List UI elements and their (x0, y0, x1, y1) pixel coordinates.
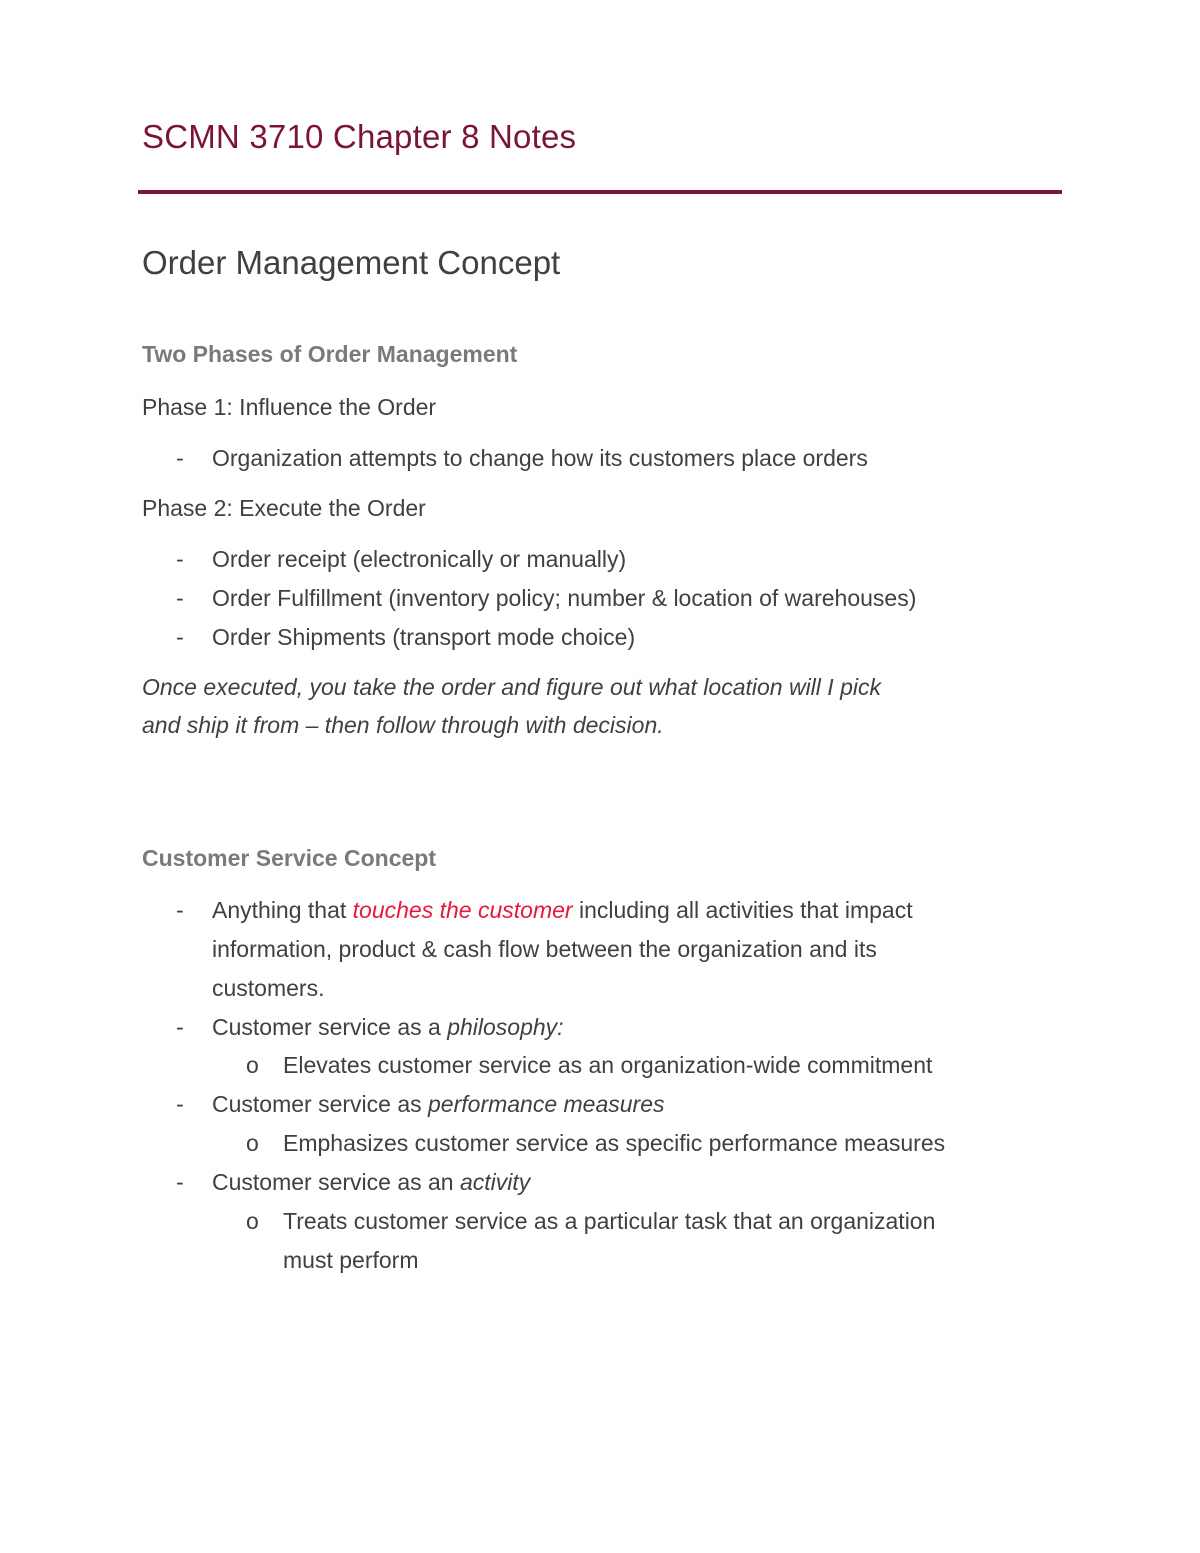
cs-item1-line3: customers. (212, 975, 325, 1001)
cs-item4 (212, 1163, 530, 1202)
phase1-label: Phase 1: Influence the Order (142, 394, 437, 420)
cs-item3-prefix: Customer service as (212, 1091, 429, 1117)
dash-bullet: - (176, 585, 184, 611)
dash-bullet: - (176, 897, 184, 923)
dash-bullet: - (176, 1169, 184, 1195)
dash-bullet: - (176, 445, 184, 471)
cs-item4-sub-line1: Treats customer service as a particular task that an organization (283, 1208, 936, 1234)
phase1-bullet-1: Organization attempts to change how its customers place orders (212, 445, 868, 471)
subheading-two-phases: Two Phases of Order Management (142, 341, 518, 367)
cs-item2-prefix: Customer service as a (212, 1014, 448, 1040)
cs-item1-highlight: touches the customer (352, 897, 573, 923)
cs-item1-line1 (212, 891, 913, 930)
cs-item1-prefix: Anything that (212, 897, 353, 923)
cs-item1-line2: information, product & cash flow between the organization and its (212, 936, 877, 962)
cs-item2 (212, 1008, 564, 1047)
cs-item2-emph: philosophy: (447, 1014, 564, 1040)
subheading-customer-service: Customer Service Concept (142, 845, 436, 871)
phase2-bullet-2: Order Fulfillment (inventory policy; number & location of warehouses) (212, 585, 917, 611)
cs-item4-prefix: Customer service as an (212, 1169, 460, 1195)
dash-bullet: - (176, 624, 184, 650)
cs-item2-sub: Elevates customer service as an organization-wide commitment (283, 1052, 933, 1078)
note-line-1: Once executed, you take the order and figure out what location will I pick (142, 674, 881, 700)
dash-bullet: - (176, 546, 184, 572)
dash-bullet: - (176, 1014, 184, 1040)
document-title: SCMN 3710 Chapter 8 Notes (142, 118, 577, 155)
cs-item3 (212, 1085, 665, 1124)
cs-item1-suffix: including all activities that impact (572, 897, 913, 923)
section-heading-order-management: Order Management Concept (142, 244, 561, 281)
circle-bullet: o (246, 1130, 259, 1156)
cs-item3-emph: performance measures (428, 1091, 665, 1117)
dash-bullet: - (176, 1091, 184, 1117)
phase2-label: Phase 2: Execute the Order (142, 495, 426, 521)
note-line-2: and ship it from – then follow through with decision. (142, 712, 664, 738)
cs-item4-sub-line2: must perform (283, 1247, 419, 1273)
phase2-bullet-3: Order Shipments (transport mode choice) (212, 624, 636, 650)
circle-bullet: o (246, 1208, 259, 1234)
circle-bullet: o (246, 1052, 259, 1078)
phase2-bullet-1: Order receipt (electronically or manually) (212, 546, 627, 572)
cs-item4-emph: activity (459, 1169, 531, 1195)
title-underline-rule (138, 190, 1062, 194)
cs-item3-sub: Emphasizes customer service as specific performance measures (283, 1130, 946, 1156)
